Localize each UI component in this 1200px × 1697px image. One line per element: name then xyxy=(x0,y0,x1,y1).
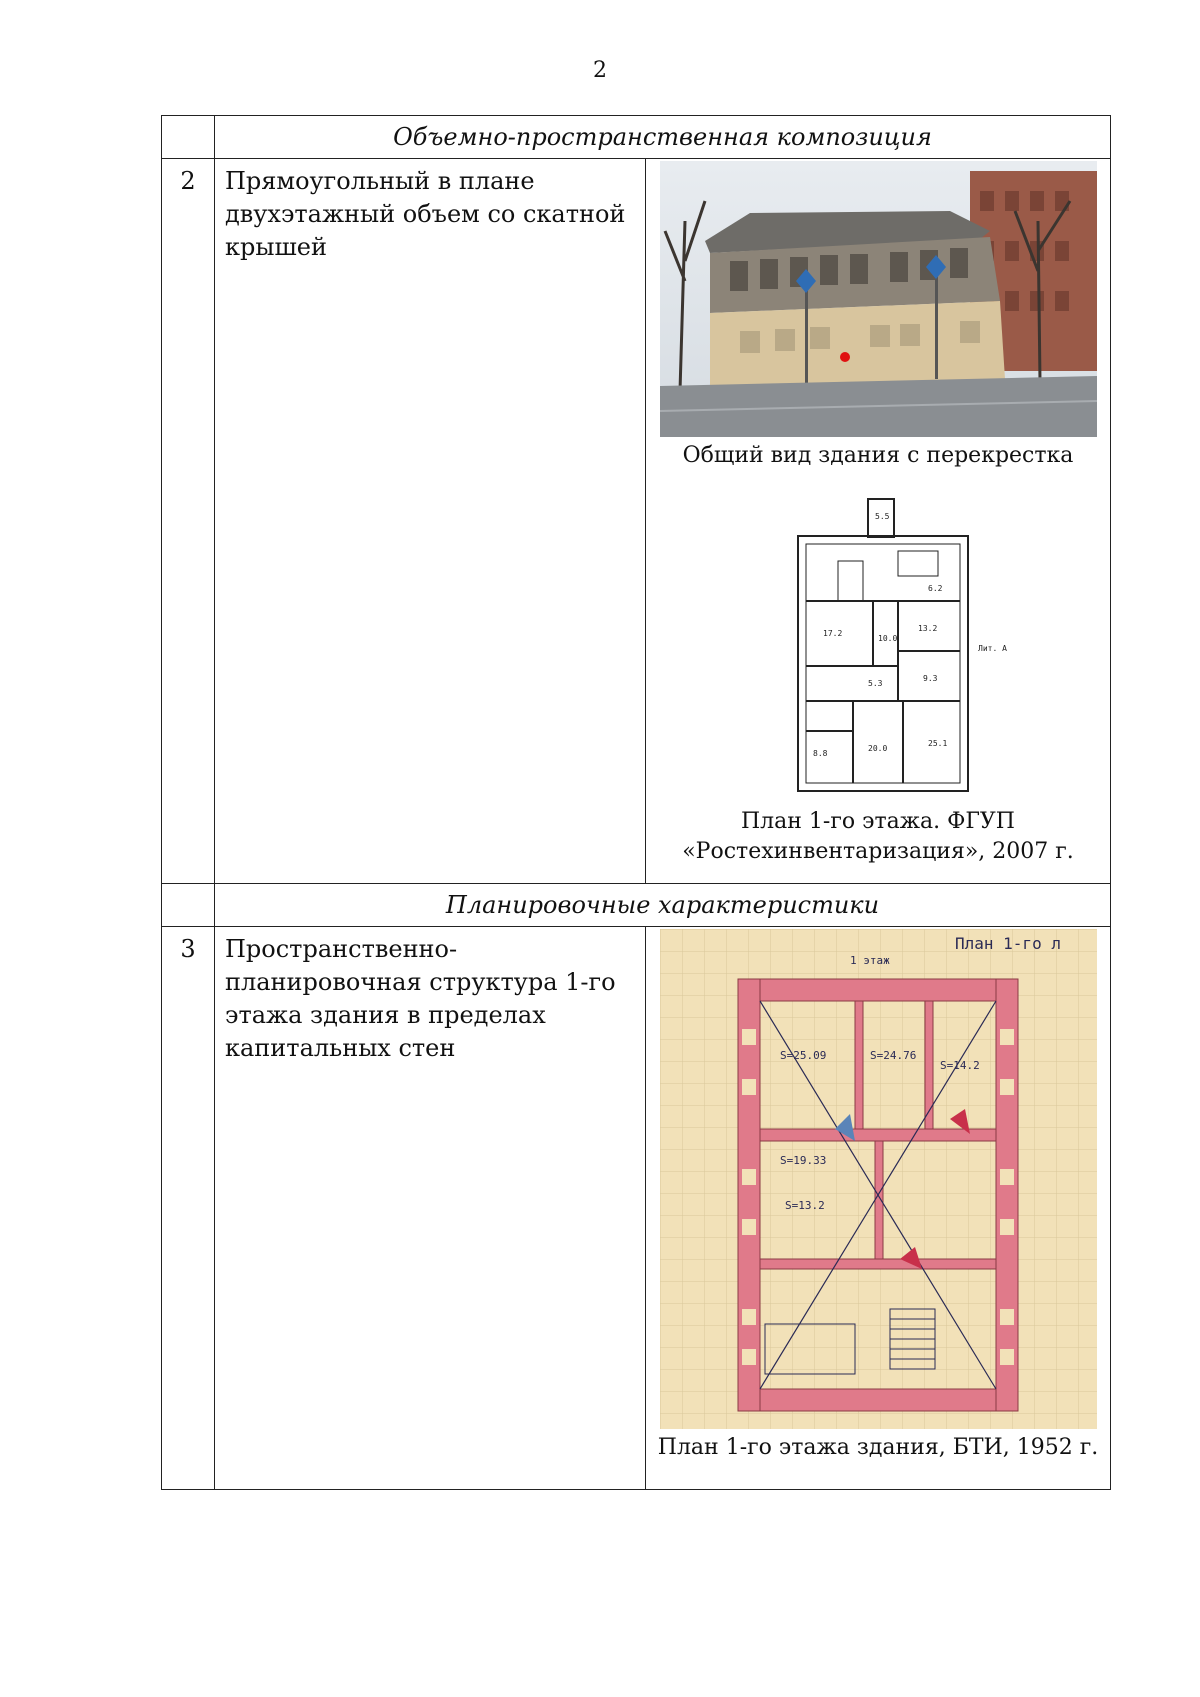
section-title: Объемно-пространственная композиция xyxy=(215,116,1111,159)
figure-caption: Общий вид здания с перекрестка xyxy=(682,443,1074,468)
historic-floor-label: 1 этаж xyxy=(849,954,890,967)
figure-caption xyxy=(646,807,1110,867)
section-header-row xyxy=(162,116,1111,159)
page-number: 2 xyxy=(593,58,607,83)
floor-plan-drawing xyxy=(703,491,1053,801)
empty-cell xyxy=(162,884,215,927)
plan-area-label: 10.0 xyxy=(878,634,898,643)
historic-area-label: S=25.09 xyxy=(779,1049,826,1062)
historic-title: План 1-го л xyxy=(954,934,1061,953)
plan-lit-label: Лит. А xyxy=(978,644,1007,653)
figures-cell xyxy=(646,159,1111,884)
plan-area-label: 25.1 xyxy=(928,739,948,748)
figure-caption: План 1-го этажа здания, БТИ, 1952 г. xyxy=(657,1435,1099,1460)
plan-area-label: 8.8 xyxy=(813,749,828,758)
building-photo xyxy=(660,161,1097,437)
caption-line: План 1-го этажа. ФГУП xyxy=(741,809,1015,834)
historic-area-label: S=19.33 xyxy=(779,1154,826,1167)
document-table xyxy=(161,115,1111,1490)
historic-floor-plan xyxy=(660,929,1097,1429)
historic-area-label: S=24.76 xyxy=(869,1049,916,1062)
plan-area-label: 9.3 xyxy=(923,674,938,683)
section-title: Планировочные характеристики xyxy=(215,884,1111,927)
table-row xyxy=(162,927,1111,1490)
row-description: Прямоугольный в плане двухэтажный объем со скатной крышей xyxy=(215,159,646,884)
plan-area-label: 17.2 xyxy=(823,629,843,638)
caption-line: «Ростехинвентаризация», 2007 г. xyxy=(682,839,1074,864)
plan-area-label: 5.5 xyxy=(875,512,890,521)
empty-cell xyxy=(162,116,215,159)
row-number: 3 xyxy=(162,927,215,1490)
plan-area-label: 5.3 xyxy=(868,679,883,688)
plan-area-label: 20.0 xyxy=(868,744,888,753)
row-description: Пространственно-планировочная структура 1-го этажа здания в пределах капитальных стен xyxy=(215,927,646,1490)
table-row xyxy=(162,159,1111,884)
plan-area-label: 13.2 xyxy=(918,624,938,633)
plan-area-label: 6.2 xyxy=(928,584,943,593)
historic-area-label: S=13.2 xyxy=(784,1199,825,1212)
section-header-row xyxy=(162,884,1111,927)
figures-cell xyxy=(646,927,1111,1490)
historic-area-label: S=14.2 xyxy=(939,1059,980,1072)
row-number: 2 xyxy=(162,159,215,884)
